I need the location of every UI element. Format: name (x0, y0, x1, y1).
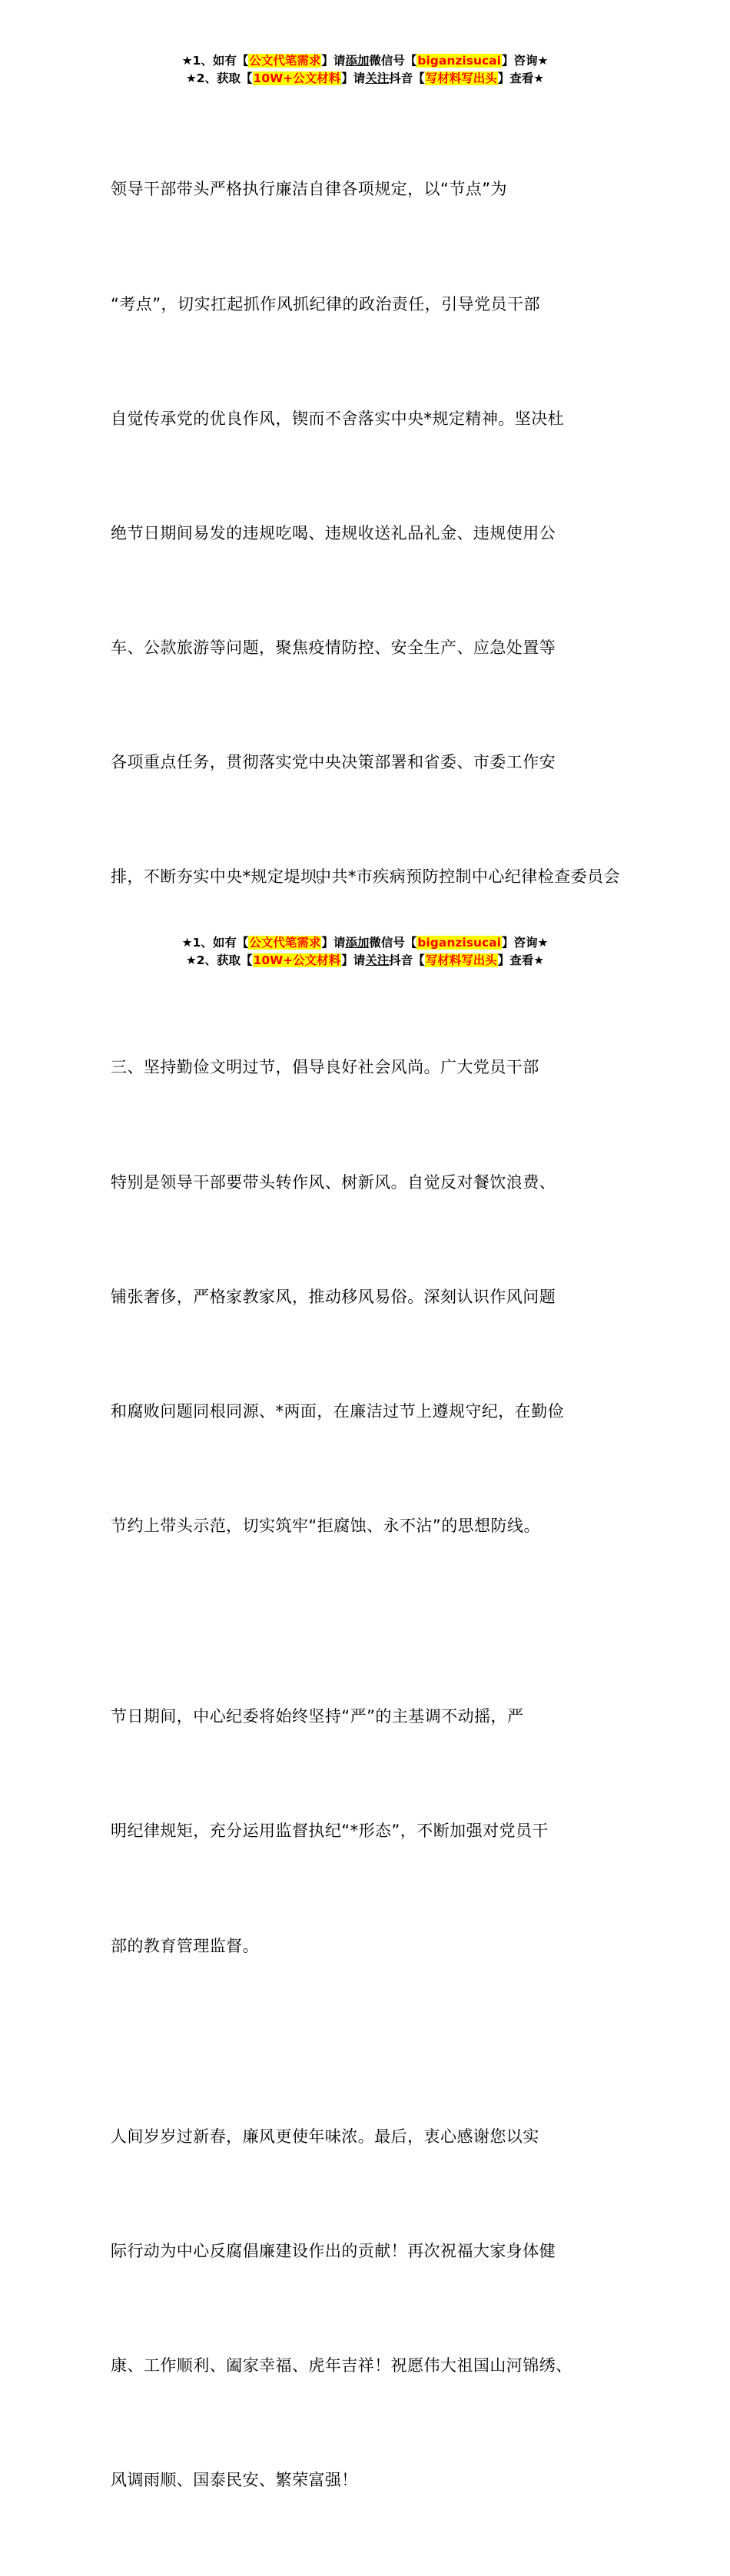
banner-line-1: ★1、如有【公文代笔需求】请添加微信号【biganzisucai】咨询★ (181, 54, 549, 68)
paragraph-4: 人间岁岁过新春，廉风更使年味浓。最后，衷心感谢您以实 际行动为中心反腐倡廉建设作出的贡献！再次祝福大家身体健 康、工作顺利、阖家幸福、虎年吉祥！祝愿伟大祖国山河锦绣、 风调雨顺、国泰民安、繁荣富强！ (111, 2127, 572, 2490)
highlight-materials: 10W+公文材料 (253, 71, 341, 85)
document-body (111, 94, 625, 2576)
signature: 中共*市疾病预防控制中心纪律检查委员会 (314, 867, 620, 886)
footer-banner-line-1: ★1、如有【公文代笔需求】请添加微信号【biganzisucai】咨询★ (181, 936, 549, 950)
footer-banner-line-2: ★2、获取【10W+公文材料】请关注抖音【写材料写出头】查看★ (185, 953, 545, 967)
highlight-wechat-id: biganzisucai (417, 54, 501, 68)
paragraph-3: 节日期间，中心纪委将始终坚持“严”的主基调不动摇，严 明纪律规矩，充分运用监督执纪“*形态”，不断加强对党员干 部的教育管理监督。 (111, 1707, 549, 1955)
banner-line-2: ★2、获取【10W+公文材料】请关注抖音【写材料写出头】查看★ (185, 71, 545, 85)
footer-banner (0, 934, 730, 970)
highlight-service: 公文代笔需求 (249, 54, 321, 68)
footer-highlight-douyin-id: 写材料写出头 (425, 953, 497, 967)
header-banner (0, 52, 730, 88)
highlight-douyin-id: 写材料写出头 (425, 71, 497, 85)
paragraph-2: 三、坚持勤俭文明过节，倡导良好社会风尚。广大党员干部 特别是领导干部要带头转作风、树新风。自觉反对餐饮浪费、 铺张奢侈，严格家教家风，推动移风易俗。深刻认识作风问题 和腐败问题同根同源、*两面，在廉洁过节上遵规守纪，在勤俭 节约上带头示范，切实筑牢“拒腐蚀、永不沾”的思想防线。 (111, 1058, 565, 1535)
footer-highlight-service: 公文代笔需求 (249, 936, 321, 950)
footer-highlight-wechat-id: biganzisucai (417, 936, 501, 950)
paragraph-1: 领导干部带头严格执行廉洁自律各项规定，以“节点”为 “考点”，切实扛起抓作风抓纪律的政治责任，引导党员干部 自觉传承党的优良作风，锲而不舍落实中央*规定精神。坚决杜 绝节日期间易发的违规吃喝、违规收送礼品礼金、违规使用公 车、公款旅游等问题，聚焦疫情防控、安全生产、应急处置等 各项重点任务，贯彻落实党中央决策部署和省委、市委工作安 排，不断夯实中央*规定堤坝。 (111, 180, 565, 886)
footer-highlight-materials: 10W+公文材料 (253, 953, 341, 967)
